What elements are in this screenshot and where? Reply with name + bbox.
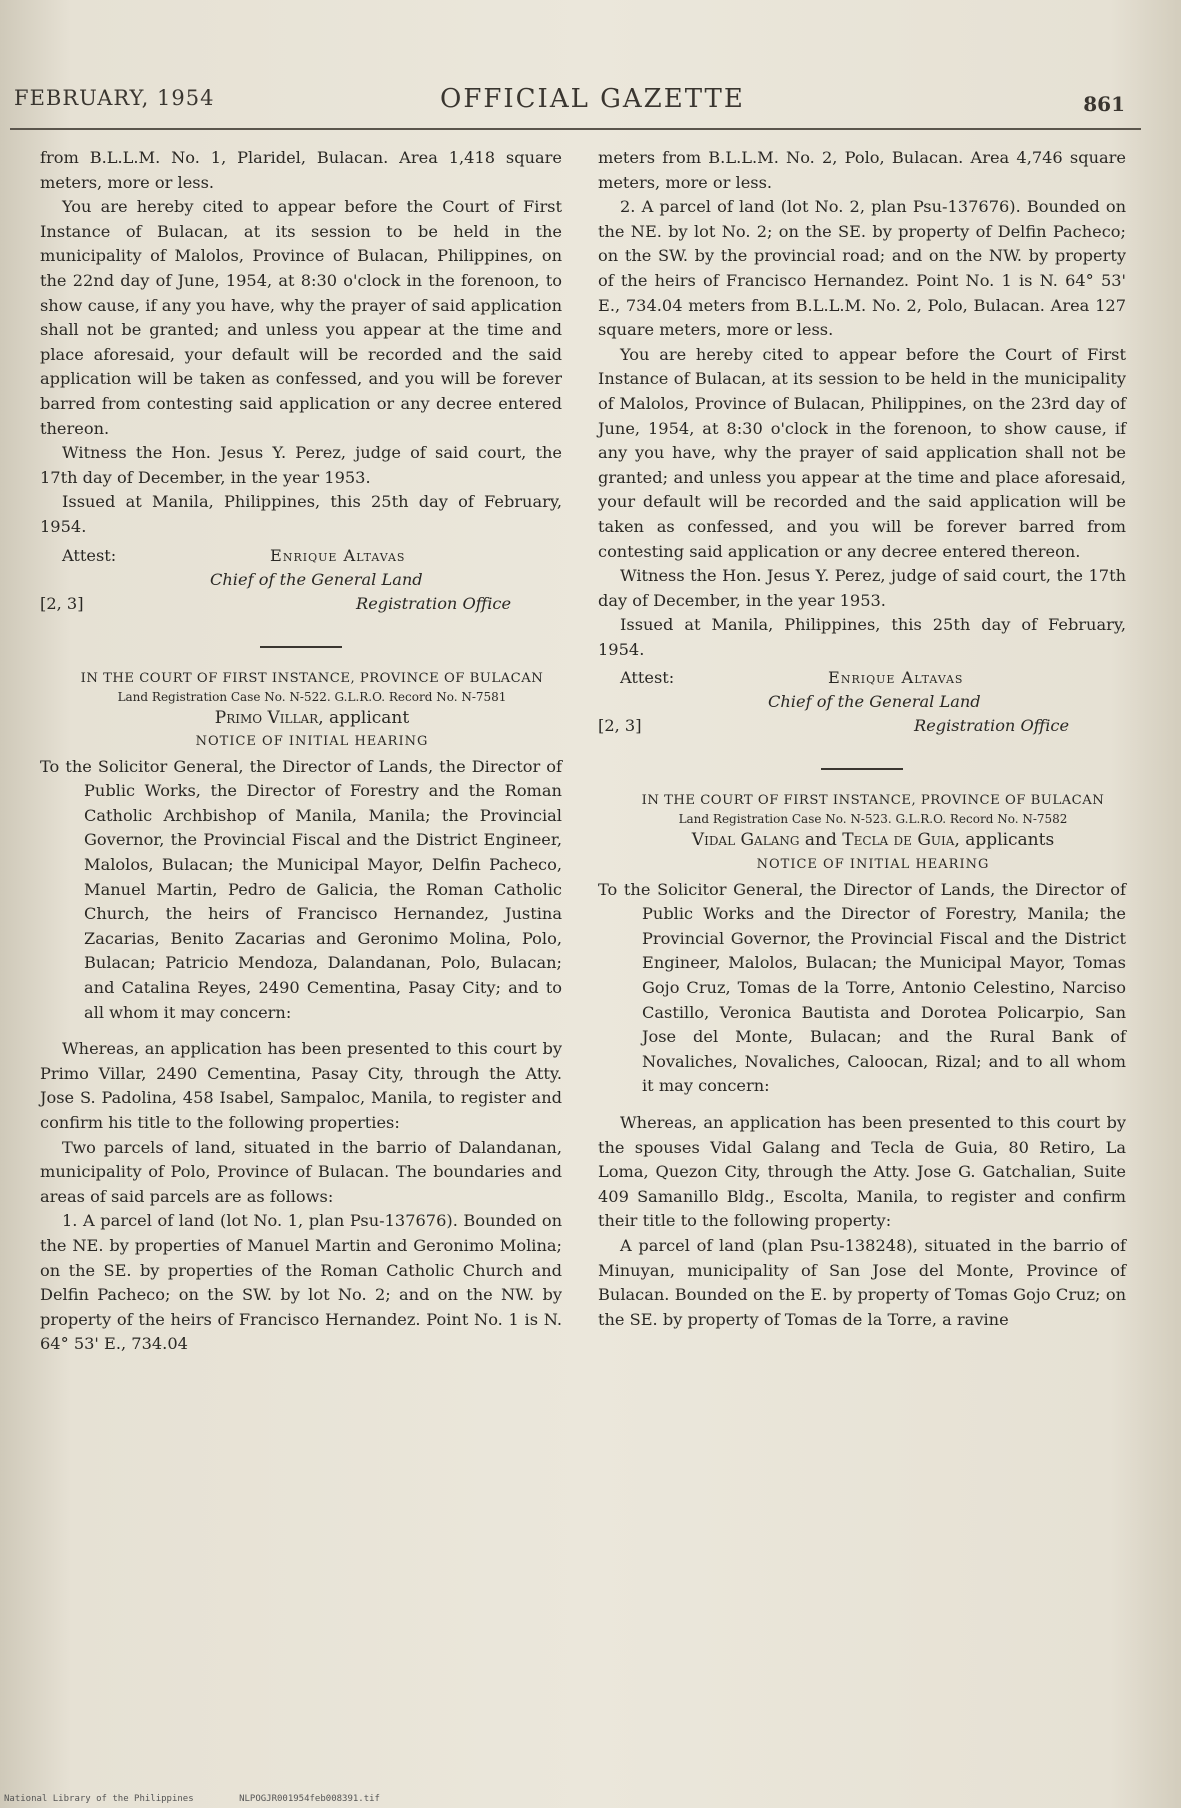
attest-office: Registration Office	[914, 716, 1070, 736]
header-title: OFFICIAL GAZETTE	[440, 84, 745, 114]
attest-block	[598, 666, 1126, 740]
applicant-suffix: , applicants	[954, 830, 1055, 851]
paragraph: 1. A parcel of land (lot No. 1, plan Psu-137676). Bounded on the NE. by properties of Manuel Martin and Geronimo Molina; on the SE. by properties of the Roman Catholic Church and Delfin Pacheco; on the SW. by lot No. 2; and on the NW. by property of the heirs of Francisco Hernandez. Point No. 1 is N. 64° 53' E., 734.04	[40, 1211, 562, 1354]
section-divider	[821, 768, 903, 770]
attest-office: Registration Office	[356, 593, 512, 613]
applicant-name: Vidal Galang	[691, 830, 800, 851]
paragraph: Two parcels of land, situated in the barrio of Dalandanan, municipality of Polo, Province of Bulacan. The boundaries and areas of said parcels are as follows:	[40, 1137, 562, 1206]
attest-label: Attest:	[62, 545, 117, 565]
header-rule	[10, 128, 1141, 130]
paragraph: from B.L.L.M. No. 1, Plaridel, Bulacan. Area 1,418 square meters, more or less.	[40, 148, 562, 192]
paragraph: Witness the Hon. Jesus Y. Perez, judge of said court, the 17th day of December, in the year 1953.	[40, 443, 562, 487]
attest-title: Chief of the General Land	[768, 692, 981, 712]
header-date: FEBRUARY, 1954	[14, 86, 215, 110]
court-heading: IN THE COURT OF FIRST INSTANCE, PROVINCE OF BULACAN	[80, 670, 544, 686]
scan-footer	[4, 1794, 420, 1804]
attest-block	[40, 544, 562, 618]
paragraph: Issued at Manila, Philippines, this 25th day of February, 1954.	[40, 492, 562, 536]
paragraph: Whereas, an application has been presented to this court by Primo Villar, 2490 Cementina, Pasay City, through the Atty. Jose S. Padolina, 458 Isabel, Sampaloc, Manila, to register and confirm his title to the following properties:	[40, 1039, 562, 1132]
applicant-suffix: , applicant	[318, 707, 410, 728]
addressee-list: To the Solicitor General, the Director of Lands, the Director of Public Works and the Director of Forestry, Manila; the Provincial Governor, the Provincial Fiscal and the District Engineer, Malolos, Bulacan; the Municipal Mayor, Tomas Gojo Cruz, Tomas de la Torre, Antonio Celestino, Narciso Castillo, Veronica Bautista and Dorotea Policarpio, San Jose del Monte, Bulacan; and the Rural Bank of Novaliches, Novaliches, Caloocan, Rizal; and to all whom it may concern:	[598, 879, 1126, 1096]
paragraph: A parcel of land (plan Psu-138248), situated in the barrio of Minuyan, municipality of San Jose del Monte, Province of Bulacan. Bounded on the E. by property of Tomas Gojo Cruz; on the SE. by property of Tomas de la Torre, a ravine	[598, 1235, 1126, 1329]
paragraph: 2. A parcel of land (lot No. 2, plan Psu-137676). Bounded on the NE. by lot No. 2; on the SE. by property of Delfin Pacheco; on the SW. by the provincial road; and on the NW. by property of the heirs of Francisco Hernandez. Point No. 1 is N. 64° 53' E., 734.04 meters from B.L.L.M. No. 2, Polo, Bulacan. Area 127 square meters, more or less.	[598, 197, 1126, 340]
attest-name: Enrique Altavas	[270, 545, 406, 565]
attest-title: Chief of the General Land	[210, 569, 423, 589]
attest-label: Attest:	[620, 668, 675, 688]
paragraph: Whereas, an application has been presented to this court by the spouses Vidal Galang and Tecla de Guia, 80 Retiro, La Loma, Quezon City, through the Atty. Jose G. Gatchalian, Suite 409 Samanillo Bldg., Escolta, Manila, to register and confirm their title to the following property:	[598, 1113, 1126, 1231]
attest-reference: [2, 3]	[40, 593, 84, 613]
attest-reference: [2, 3]	[598, 716, 642, 736]
notice-heading: NOTICE OF INITIAL HEARING	[756, 857, 990, 873]
right-column	[598, 146, 1126, 1332]
case-number: Land Registration Case No. N-523. G.L.R.O. Record No. N-7582	[678, 812, 1068, 827]
paragraph: You are hereby cited to appear before the Court of First Instance of Bulacan, at its session to be held in the municipality of Malolos, Province of Bulacan, Philippines, on the 23rd day of June, 1954, at 8:30 o'clock in the forenoon, to show cause, if any you have, why the prayer of said application shall not be granted; and unless you appear at the time and place aforesaid, your default will be recorded and the said application will be taken as confessed, and you will be forever barred from contesting said application or any decree entered thereon.	[598, 344, 1126, 561]
page-header	[0, 78, 1181, 118]
paragraph: meters from B.L.L.M. No. 2, Polo, Bulacan. Area 4,746 square meters, more or less.	[598, 148, 1126, 192]
paragraph: Issued at Manila, Philippines, this 25th day of February, 1954.	[598, 615, 1126, 659]
paragraph: You are hereby cited to appear before the Court of First Instance of Bulacan, at its session to be held in the municipality of Malolos, Province of Bulacan, Philippines, on the 22nd day of June, 1954, at 8:30 o'clock in the forenoon, to show cause, if any you have, why the prayer of said application shall not be granted; and unless you appear at the time and place aforesaid, your default will be recorded and the said application will be taken as confessed, and you will be forever barred from contesting said application or any decree entered thereon.	[40, 197, 562, 438]
file-name: NLPOGJR001954feb008391.tif	[239, 1794, 380, 1804]
addressee-list: To the Solicitor General, the Director of Lands, the Director of Public Works, the Director of Forestry and the Roman Catholic Archbishop of Manila, Manila; the Provincial Governor, the Provincial Fiscal and the District Engineer, Malolos, Bulacan; the Municipal Mayor, Delfin Pacheco, Manuel Martin, Pedro de Galicia, the Roman Catholic Church, the heirs of Francisco Hernandez, Justina Zacarias, Benito Zacarias and Geronimo Molina, Polo, Bulacan; Patricio Mendoza, Dalandanan, Polo, Bulacan; and Catalina Reyes, 2490 Cementina, Pasay City; and to all whom it may concern:	[40, 756, 562, 1022]
paragraph: Witness the Hon. Jesus Y. Perez, judge of said court, the 17th day of December, in the year 1953.	[598, 566, 1126, 610]
applicant-line	[40, 706, 562, 731]
attest-name: Enrique Altavas	[828, 668, 964, 688]
court-heading: IN THE COURT OF FIRST INSTANCE, PROVINCE OF BULACAN	[641, 793, 1105, 809]
case-number: Land Registration Case No. N-522. G.L.R.O. Record No. N-7581	[117, 689, 507, 704]
notice-heading: NOTICE OF INITIAL HEARING	[195, 734, 429, 750]
applicant-name: Primo Villar	[214, 707, 319, 728]
applicant-name: Tecla de Guia	[842, 830, 955, 851]
applicant-line	[598, 828, 1126, 853]
left-column	[40, 146, 562, 1357]
applicant-conjunction: and	[799, 830, 843, 851]
page-number: 861	[1083, 92, 1125, 116]
section-divider	[260, 646, 342, 648]
library-credit: National Library of the Philippines	[4, 1794, 194, 1804]
